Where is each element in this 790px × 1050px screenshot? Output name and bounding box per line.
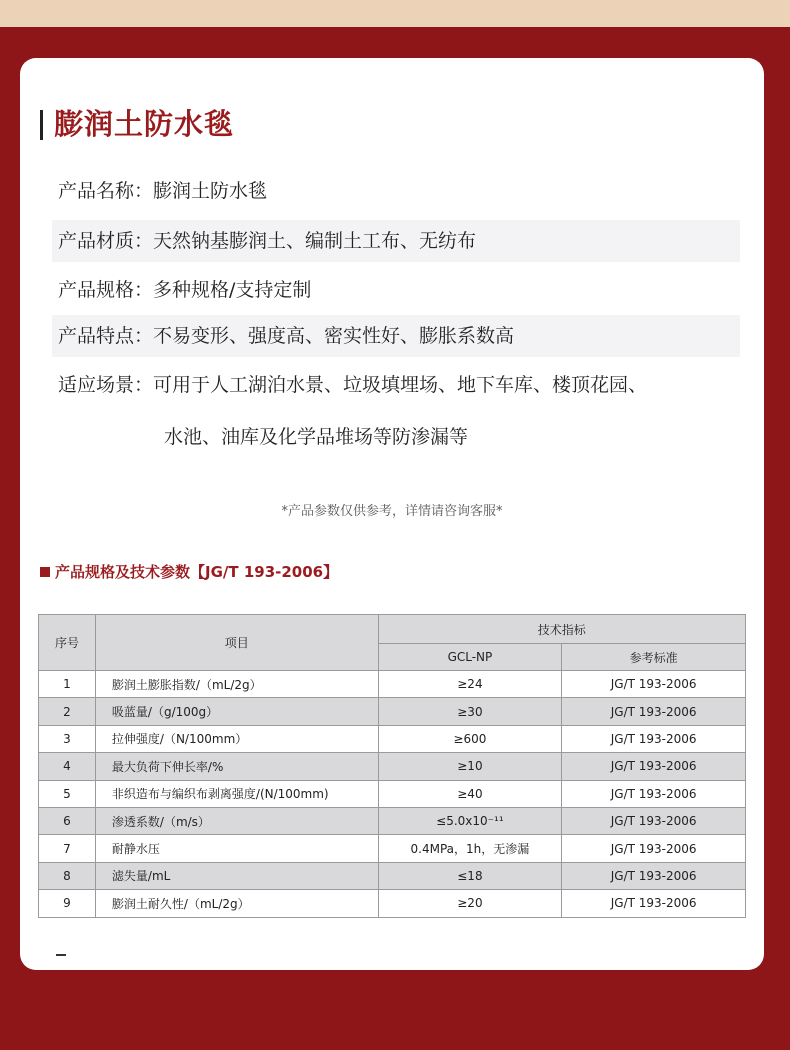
footer-mark [56, 954, 66, 956]
cell-ref: JG/T 193-2006 [562, 725, 746, 752]
cell-value: ≤5.0x10⁻¹¹ [378, 807, 562, 834]
cell-no: 5 [39, 780, 96, 807]
table-row [39, 725, 746, 752]
info-value: 多种规格/支持定制 [153, 279, 312, 301]
info-row-features [52, 315, 740, 357]
cell-value: 0.4MPa，1h，无渗漏 [378, 835, 562, 862]
product-card [20, 58, 764, 970]
cell-no: 1 [39, 671, 96, 698]
cell-ref: JG/T 193-2006 [562, 835, 746, 862]
cell-ref: JG/T 193-2006 [562, 807, 746, 834]
cell-no: 6 [39, 807, 96, 834]
info-row-name [52, 170, 740, 212]
cell-value: ≥24 [378, 671, 562, 698]
cell-item: 吸蓝量/（g/100g） [95, 698, 378, 725]
info-value: 膨润土防水毯 [153, 180, 268, 202]
section-title: 产品规格及技术参数【JG/T 193-2006】 [55, 563, 339, 581]
table-header-row [39, 615, 746, 644]
header-item: 项目 [95, 615, 378, 671]
cell-item: 拉伸强度/（N/100mm） [95, 725, 378, 752]
info-scenarios-continuation: 水池、油库及化学品堆场等防渗漏等 [164, 426, 469, 448]
cell-item: 滤失量/mL [95, 862, 378, 889]
cell-item: 膨润土耐久性/（mL/2g） [95, 890, 378, 917]
info-value: 不易变形、强度高、密实性好、膨胀系数高 [153, 325, 515, 347]
table-row [39, 835, 746, 862]
cell-ref: JG/T 193-2006 [562, 753, 746, 780]
cell-no: 2 [39, 698, 96, 725]
info-value: 可用于人工湖泊水景、垃圾填埋场、地下车库、楼顶花园、 [153, 374, 648, 396]
info-label: 产品材质： [58, 230, 154, 252]
header-gcl: GCL-NP [378, 644, 562, 671]
cell-ref: JG/T 193-2006 [562, 698, 746, 725]
cell-no: 9 [39, 890, 96, 917]
header-ref: 参考标准 [562, 644, 746, 671]
info-row-scenarios [52, 364, 740, 406]
cell-item: 耐静水压 [95, 835, 378, 862]
cell-ref: JG/T 193-2006 [562, 780, 746, 807]
info-label: 产品名称： [58, 180, 154, 202]
cell-item: 非织造布与编织布剥离强度/(N/100mm) [95, 780, 378, 807]
cell-value: ≥20 [378, 890, 562, 917]
page-title: 膨润土防水毯 [54, 107, 235, 141]
cell-no: 8 [39, 862, 96, 889]
bottom-band [0, 1000, 790, 1050]
top-band [0, 0, 790, 27]
header-tech: 技术指标 [378, 615, 745, 644]
info-label: 产品规格： [58, 279, 154, 301]
cell-no: 7 [39, 835, 96, 862]
table-row [39, 780, 746, 807]
disclaimer-note: *产品参数仅供参考，详情请咨询客服* [281, 504, 503, 519]
info-label: 适应场景： [58, 374, 154, 396]
table-row [39, 890, 746, 917]
spec-table [38, 614, 746, 918]
table-row [39, 671, 746, 698]
cell-ref: JG/T 193-2006 [562, 862, 746, 889]
cell-value: ≥600 [378, 725, 562, 752]
cell-ref: JG/T 193-2006 [562, 890, 746, 917]
section-heading [40, 561, 338, 583]
table-row [39, 753, 746, 780]
table-row [39, 698, 746, 725]
cell-item: 最大负荷下伸长率/% [95, 753, 378, 780]
cell-ref: JG/T 193-2006 [562, 671, 746, 698]
table-row [39, 862, 746, 889]
cell-value: ≥30 [378, 698, 562, 725]
info-label: 产品特点： [58, 325, 154, 347]
title-accent-bar [40, 110, 43, 140]
cell-no: 3 [39, 725, 96, 752]
cell-value: ≤18 [378, 862, 562, 889]
cell-item: 膨润土膨胀指数/（mL/2g） [95, 671, 378, 698]
info-row-spec [52, 269, 740, 311]
cell-value: ≥10 [378, 753, 562, 780]
header-no: 序号 [39, 615, 96, 671]
square-bullet-icon [40, 567, 50, 577]
info-row-material [52, 220, 740, 262]
table-row [39, 807, 746, 834]
info-value: 天然钠基膨润土、编制土工布、无纺布 [153, 230, 477, 252]
cell-value: ≥40 [378, 780, 562, 807]
cell-item: 渗透系数/（m/s） [95, 807, 378, 834]
cell-no: 4 [39, 753, 96, 780]
